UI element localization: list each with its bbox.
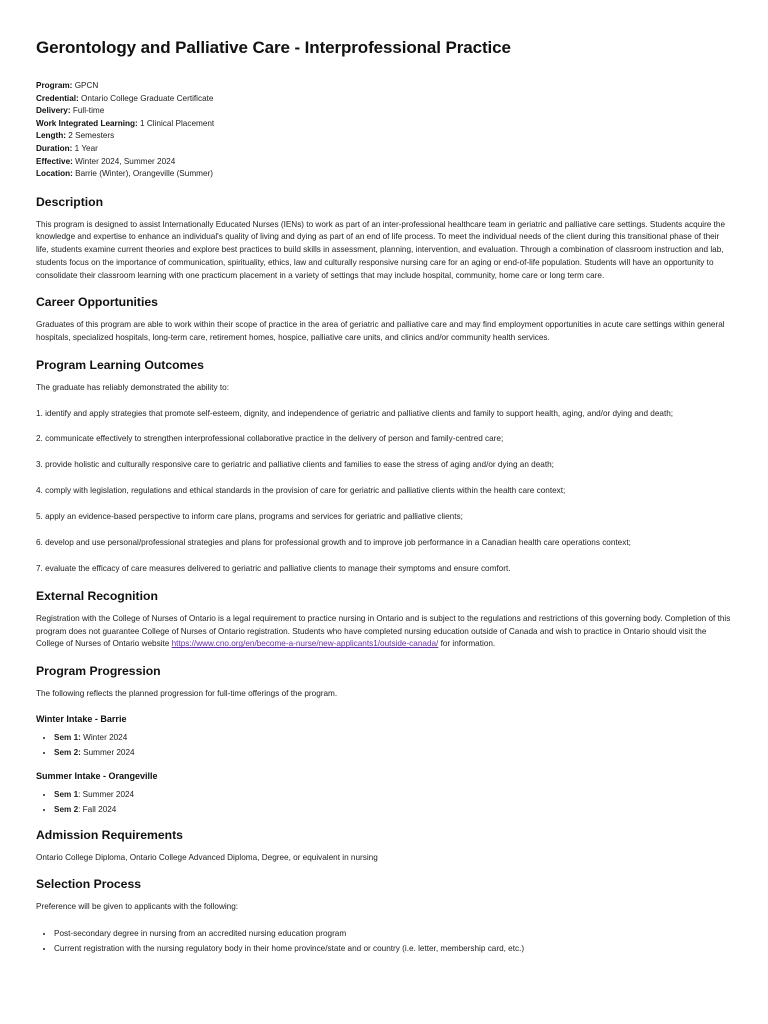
winter-intake-list [36,730,732,761]
meta-delivery: Delivery: Full-time [36,106,105,116]
summer-intake-list [36,787,732,818]
progression-intro: The following reflects the planned progression for full-time offerings of the program. [36,688,338,698]
outcomes-section [36,358,732,576]
career-text: Graduates of this program are able to work within their scope of practice in the area of geriatric and palliative care and may find employment opportunities in acute care settings within general hospitals, specialized hospitals, long-term care, retirement homes, hospice, palliative care units, and clinics and/or community health services. [36,320,725,342]
outcome-item: 2. communicate effectively to strengthen interprofessional collaborative practice in the delivery of person and family-centred care; [36,434,504,444]
list-item: • Sem 1: Summer 2024 [54,787,732,803]
page-title: Gerontology and Palliative Care - Interprofessional Practice [36,38,511,57]
recognition-text: Registration with the College of Nurses of Ontario is a legal requirement to practice nursing in Ontario and is subject to the regulations and restrictions of this governing body. Completion of this program does not guarantee College of Nurses of Ontario registration. Students who have completed nursing education outside of Canada and wish to practice in Ontario should visit the College of Nurses of Ontario website https://www.cno.org/en/become-a-nurse/new-applicants1/outside-canada/ for information. [36,613,731,649]
recognition-section [36,589,732,651]
admission-section [36,828,732,865]
list-item: • Sem 2: Fall 2024 [54,802,732,818]
program-meta [36,80,732,181]
selection-intro: Preference will be given to applicants with the following: [36,902,239,912]
winter-intake-heading: Winter Intake - Barrie [36,713,127,724]
outcome-item: 7. evaluate the efficacy of care measures delivered to geriatric and palliative clients to manage their symptoms and ensure comfort. [36,563,511,573]
meta-location: Location: Barrie (Winter), Orangeville (Summer) [36,169,213,179]
career-heading: Career Opportunities [36,295,158,310]
description-section [36,195,732,283]
meta-length: Length: 2 Semesters [36,131,115,141]
list-item: • Post-secondary degree in nursing from an accredited nursing education program [54,927,732,942]
selection-list [36,927,732,956]
description-heading: Description [36,194,104,209]
summer-intake-heading: Summer Intake - Orangeville [36,770,158,781]
outcome-item: 5. apply an evidence-based perspective to inform care plans, programs and services for geriatric and palliative clients; [36,512,463,522]
meta-effective: Effective: Winter 2024, Summer 2024 [36,156,176,166]
selection-heading: Selection Process [36,877,141,892]
recognition-heading: External Recognition [36,588,158,603]
outcome-item: 3. provide holistic and culturally responsive care to geriatric and palliative clients and families to ease the stress of aging and/or dying an death; [36,460,554,470]
meta-duration: Duration: 1 Year [36,143,98,153]
career-section [36,295,732,344]
meta-wil: Work Integrated Learning: 1 Clinical Placement [36,118,215,128]
admission-text: Ontario College Diploma, Ontario College Advanced Diploma, Degree, or equivalent in nursing [36,852,378,862]
outcomes-heading: Program Learning Outcomes [36,357,204,372]
selection-section [36,877,732,956]
outcome-item: 6. develop and use personal/professional strategies and plans for professional growth and to improve job performance in a Canadian health care operations context; [36,538,631,548]
list-item: • Sem 1: Winter 2024 [54,730,732,746]
cno-link[interactable]: https://www.cno.org/en/become-a-nurse/new-applicants1/outside-canada/ [171,639,439,649]
progression-heading: Program Progression [36,663,161,678]
progression-section [36,664,732,818]
outcome-item: 4. comply with legislation, regulations and ethical standards in the provision of care for geriatric and palliative clients within the health care context; [36,486,566,496]
admission-heading: Admission Requirements [36,827,183,842]
outcomes-intro: The graduate has reliably demonstrated the ability to: [36,382,229,392]
description-text: This program is designed to assist Internationally Educated Nurses (IENs) to work as part of an inter-professional healthcare team in geriatric and palliative care settings. Students acquire the knowledge and expertise to enhance an individual's quality of living and dying as part of an end of life process. To meet the individual needs of the client during this transitional phase of their life, students examine current theories and explore best practices to build skills in assessment, planning, intervention, and evaluation. Through a combination of classroom instruction and lab, students focus on the importance of communication, spirituality, ethics, law and culturally responsive nursing care for an aging or end-of-life population. Students will have an opportunity to consolidate their classroom learning with one practicum placement in a variety of settings that may include hospital, community, home care or long term care. [36,219,726,280]
list-item: • Sem 2: Summer 2024 [54,745,732,761]
meta-program: Program: GPCN [36,81,99,90]
list-item: • Current registration with the nursing regulatory body in their home province/state and or country (i.e. letter, membership card, etc.) [54,942,732,957]
outcome-item: 1. identify and apply strategies that promote self-esteem, dignity, and independence of geriatric and palliative clients and family to support health, aging, and/or dying and death; [36,408,674,418]
meta-credential: Credential: Ontario College Graduate Certificate [36,93,214,103]
